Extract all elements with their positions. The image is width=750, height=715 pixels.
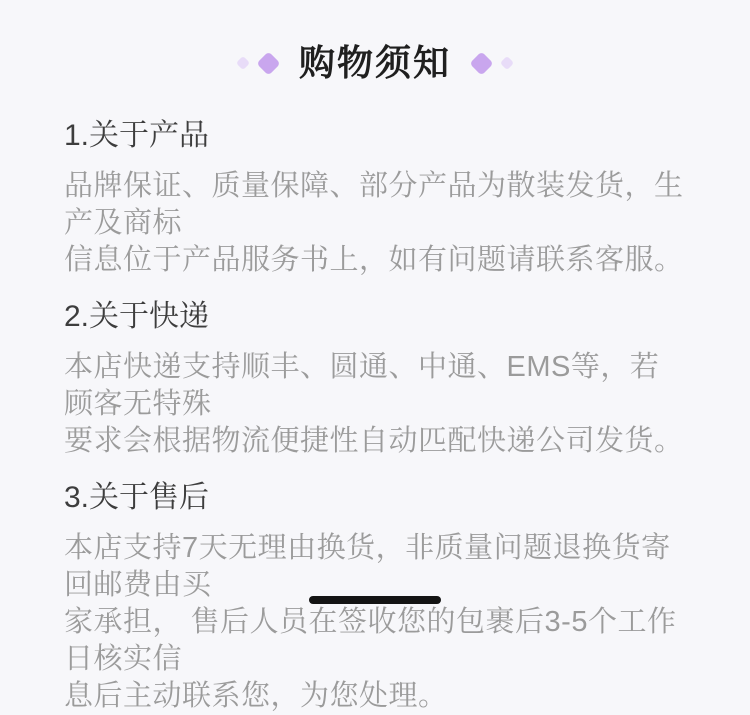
section-body-line: 家承担， 售后人员在签收您的包裹后3-5个工作日核实信 bbox=[64, 606, 677, 675]
section-about-product bbox=[64, 118, 686, 279]
section-body-line: 要求会根据物流便捷性自动匹配快递公司发货。 bbox=[64, 425, 684, 457]
diamond-decoration-icon bbox=[500, 56, 514, 70]
diamond-decoration-icon bbox=[236, 56, 250, 70]
section-body-line: 息后主动联系您，为您处理。 bbox=[64, 680, 448, 712]
section-heading: 1.关于产品 bbox=[64, 119, 210, 152]
diamond-decoration-icon bbox=[256, 51, 280, 75]
diamond-decoration-icon bbox=[469, 51, 493, 75]
page-header bbox=[64, 42, 686, 84]
section-body-line: 本店快递支持顺丰、圆通、中通、EMS等，若顾客无特殊 bbox=[64, 351, 660, 420]
section-body-line: 品牌保证、质量保障、部分产品为散装发货，生产及商标 bbox=[64, 170, 684, 239]
section-body-line: 信息位于产品服务书上，如有问题请联系客服。 bbox=[64, 244, 684, 276]
home-indicator-bar bbox=[309, 596, 441, 604]
section-about-shipping bbox=[64, 299, 686, 460]
section-heading: 3.关于售后 bbox=[64, 481, 210, 514]
section-body-line: 本店支持7天无理由换货，非质量问题退换货寄回邮费由买 bbox=[64, 532, 671, 601]
section-heading: 2.关于快递 bbox=[64, 300, 210, 333]
page-title: 购物须知 bbox=[298, 42, 451, 83]
